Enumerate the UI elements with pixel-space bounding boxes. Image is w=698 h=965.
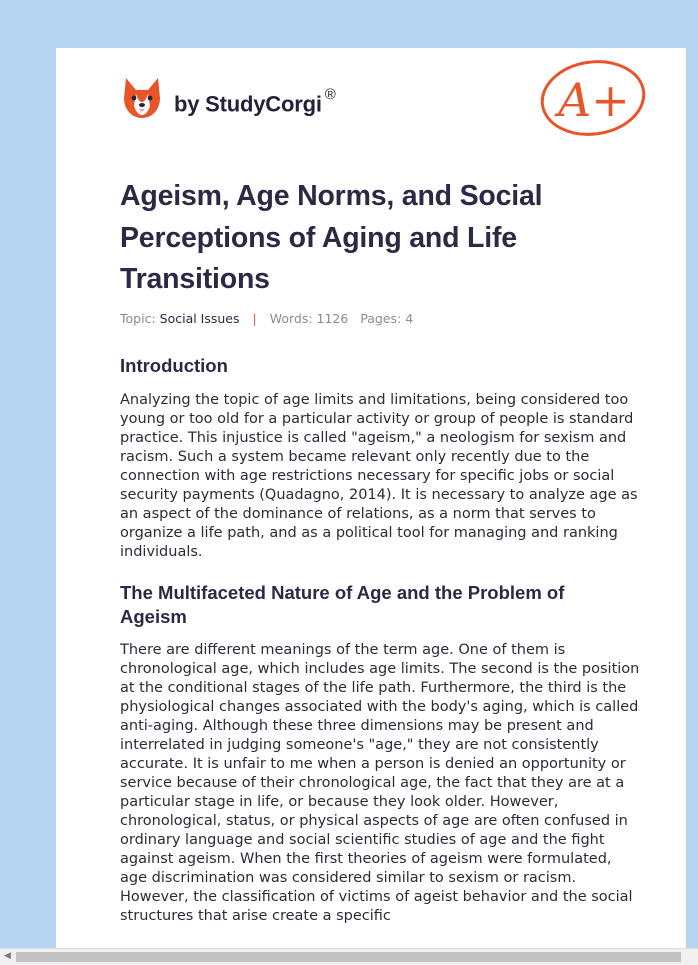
topic-label: Topic: xyxy=(120,311,156,326)
corgi-logo-icon xyxy=(122,76,162,120)
grade-text: A+ xyxy=(558,73,630,127)
meta-separator: | xyxy=(252,311,257,326)
brand-name: by StudyCorgi ® xyxy=(174,86,336,117)
a-plus-grade-icon xyxy=(538,58,648,138)
section-paragraph-introduction: Analyzing the topic of age limits and limitations, being considered too young or too old for a particular activity or group of people is standard practice. This injustice is called "ageism," a neologism for sexism and racism. Such a system became relevant only recently due to the connection with age restrictions necessary for specific jobs or social security payments (Quadagno, 2014). It is necessary to analyze age as an aspect of the dominance of relations, as a norm that serves to organize a life path, and as a political tool for managing and ranking individuals. xyxy=(120,392,638,560)
document-page xyxy=(56,48,686,964)
topic-link[interactable]: Social Issues xyxy=(159,311,240,326)
scrollbar-thumb[interactable] xyxy=(16,952,681,962)
horizontal-scrollbar[interactable] xyxy=(0,948,698,965)
studycorgi-logo[interactable] xyxy=(122,76,336,120)
article-title: Ageism, Age Norms, and Social Perceptions of Aging and Life Transitions xyxy=(120,180,543,295)
section-heading-introduction: Introduction xyxy=(120,355,228,376)
page-count: Pages: 4 xyxy=(360,311,414,326)
section-paragraph-ageism: There are different meanings of the term age. One of them is chronological age, which includes age limits. The second is the position at the conditional stages of the life path. Furthermore, the third is the physiological changes associated with the body's aging, which is called anti-aging. Although these three dimensions may be present and interrelated in judging someone's "age," they are not consistently accurate. It is unfair to me when a person is denied an opportunity or service because of their chronological age, the fact that they are at a particular stage in life, or because they look older. However, chronological, status, or physical aspects of age are often confused in ordinary language and social scientific studies of age and the fight against ageism. When the first theories of ageism were formulated, age discrimination was considered similar to sexism or racism. However, the classification of victims of ageist behavior and the social structures that arise create a specific xyxy=(120,642,640,924)
article-meta xyxy=(120,311,413,326)
section-heading-ageism: The Multifaceted Nature of Age and the Problem of Ageism xyxy=(120,582,565,627)
word-count: Words: 1126 xyxy=(269,311,349,326)
scroll-left-icon[interactable]: ◀ xyxy=(4,951,11,961)
